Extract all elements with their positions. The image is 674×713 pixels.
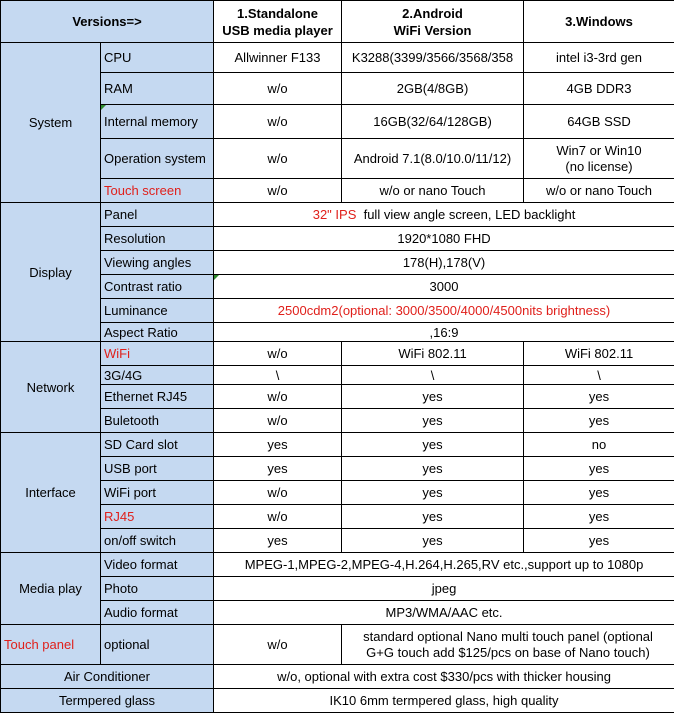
table-row	[1, 251, 674, 275]
table-row	[1, 577, 674, 601]
cell-luminance: 2500cdm2(optional: 3000/3500/4000/4500nits brightness)	[214, 299, 674, 323]
cell-touch-v1: w/o	[214, 179, 342, 203]
panel-desc: full view angle screen, LED backlight	[356, 207, 575, 222]
cell-sd-v1: yes	[214, 433, 342, 457]
version-2-subtitle: WiFi Version	[342, 22, 523, 39]
table-row	[1, 505, 674, 529]
row-label-sd-card: SD Card slot	[101, 433, 214, 457]
table-row	[1, 275, 674, 299]
group-interface: Interface	[1, 433, 101, 553]
table-row	[1, 529, 674, 553]
table-row	[1, 179, 674, 203]
cell-aspect: ,16:9	[214, 323, 674, 342]
row-label-viewing-angles: Viewing angles	[101, 251, 214, 275]
cell-onoff-v2: yes	[342, 529, 524, 553]
cell-3g4g-v3: \	[524, 366, 674, 385]
group-touch-panel: Touch panel	[1, 625, 101, 665]
version-3-header: 3.Windows	[524, 1, 674, 43]
cell-cpu-v3: intel i3-3rd gen	[524, 43, 674, 73]
cell-sd-v2: yes	[342, 433, 524, 457]
cell-internal-v1: w/o	[214, 105, 342, 139]
touchpanel-line1: standard optional Nano multi touch panel (optional	[342, 629, 674, 645]
row-label-luminance: Luminance	[101, 299, 214, 323]
table-row	[1, 299, 674, 323]
row-label-rj45: RJ45	[101, 505, 214, 529]
cell-bluetooth-v2: yes	[342, 409, 524, 433]
panel-size: 32" IPS	[313, 207, 357, 222]
cell-rj45-v1: w/o	[214, 505, 342, 529]
cell-wifiport-v2: yes	[342, 481, 524, 505]
cell-tempered-glass: IK10 6mm termpered glass, high quality	[214, 689, 674, 713]
cell-video-format: MPEG-1,MPEG-2,MPEG-4,H.264,H.265,RV etc.,support up to 1080p	[214, 553, 674, 577]
row-label-ethernet: Ethernet RJ45	[101, 385, 214, 409]
row-label-touch-screen: Touch screen	[101, 179, 214, 203]
cell-bluetooth-v3: yes	[524, 409, 674, 433]
cell-wifi-v3: WiFi 802.11	[524, 342, 674, 366]
cell-wifiport-v3: yes	[524, 481, 674, 505]
cell-os-v1: w/o	[214, 139, 342, 179]
table-row	[1, 433, 674, 457]
cell-cpu-v2: K3288(3399/3566/3568/358	[342, 43, 524, 73]
row-label-cpu: CPU	[101, 43, 214, 73]
cell-photo: jpeg	[214, 577, 674, 601]
row-label-aspect: Aspect Ratio	[101, 323, 214, 342]
table-row	[1, 689, 674, 713]
cell-os-v2: Android 7.1(8.0/10.0/11/12)	[342, 139, 524, 179]
cell-touchpanel-v1: w/o	[214, 625, 342, 665]
cell-wifi-v1: w/o	[214, 342, 342, 366]
cell-os-v3-line2: (no license)	[524, 159, 674, 175]
table-row	[1, 323, 674, 342]
cell-cpu-v1: Allwinner F133	[214, 43, 342, 73]
cell-internal-v3: 64GB SSD	[524, 105, 674, 139]
cell-resolution: 1920*1080 FHD	[214, 227, 674, 251]
table-row	[1, 481, 674, 505]
header-row	[1, 1, 674, 43]
row-label-audio-format: Audio format	[101, 601, 214, 625]
table-row	[1, 43, 674, 73]
versions-header: Versions=>	[1, 1, 214, 43]
version-2-header	[342, 1, 524, 43]
cell-wifi-v2: WiFi 802.11	[342, 342, 524, 366]
row-label-contrast: Contrast ratio	[101, 275, 214, 299]
table-row	[1, 342, 674, 366]
group-display: Display	[1, 203, 101, 342]
cell-bluetooth-v1: w/o	[214, 409, 342, 433]
cell-ram-v3: 4GB DDR3	[524, 73, 674, 105]
table-row	[1, 457, 674, 481]
row-label-wifi-port: WiFi port	[101, 481, 214, 505]
cell-os-v3	[524, 139, 674, 179]
table-row	[1, 409, 674, 433]
row-label-os: Operation system	[101, 139, 214, 179]
cell-audio-format: MP3/WMA/AAC etc.	[214, 601, 674, 625]
cell-touch-v2: w/o or nano Touch	[342, 179, 524, 203]
table-row	[1, 139, 674, 179]
cell-onoff-v3: yes	[524, 529, 674, 553]
row-label-optional: optional	[101, 625, 214, 665]
table-row	[1, 385, 674, 409]
cell-ram-v1: w/o	[214, 73, 342, 105]
row-label-photo: Photo	[101, 577, 214, 601]
group-media-play: Media play	[1, 553, 101, 625]
cell-air-conditioner: w/o, optional with extra cost $330/pcs with thicker housing	[214, 665, 674, 689]
version-1-subtitle: USB media player	[214, 22, 341, 39]
table-row	[1, 601, 674, 625]
cell-os-v3-line1: Win7 or Win10	[524, 143, 674, 159]
table-row	[1, 553, 674, 577]
cell-usb-v1: yes	[214, 457, 342, 481]
table-row	[1, 105, 674, 139]
touchpanel-line2: G+G touch add $125/pcs on base of Nano touch)	[342, 645, 674, 661]
table-row	[1, 665, 674, 689]
cell-onoff-v1: yes	[214, 529, 342, 553]
cell-ethernet-v1: w/o	[214, 385, 342, 409]
cell-rj45-v3: yes	[524, 505, 674, 529]
row-label-air-conditioner: Air Conditioner	[1, 665, 214, 689]
cell-viewing-angles: 178(H),178(V)	[214, 251, 674, 275]
cell-touchpanel-v23	[342, 625, 674, 665]
cell-contrast: 3000	[214, 275, 674, 299]
cell-ethernet-v2: yes	[342, 385, 524, 409]
cell-wifiport-v1: w/o	[214, 481, 342, 505]
row-label-video-format: Video format	[101, 553, 214, 577]
group-network: Network	[1, 342, 101, 433]
cell-rj45-v2: yes	[342, 505, 524, 529]
cell-3g4g-v2: \	[342, 366, 524, 385]
row-label-bluetooth: Buletooth	[101, 409, 214, 433]
row-label-ram: RAM	[101, 73, 214, 105]
row-label-resolution: Resolution	[101, 227, 214, 251]
row-label-wifi: WiFi	[101, 342, 214, 366]
row-label-tempered-glass: Termpered glass	[1, 689, 214, 713]
cell-ram-v2: 2GB(4/8GB)	[342, 73, 524, 105]
version-1-title: 1.Standalone	[214, 5, 341, 22]
group-system: System	[1, 43, 101, 203]
table-row	[1, 625, 674, 665]
cell-3g4g-v1: \	[214, 366, 342, 385]
version-1-header	[214, 1, 342, 43]
cell-usb-v3: yes	[524, 457, 674, 481]
row-label-onoff-switch: on/off switch	[101, 529, 214, 553]
cell-ethernet-v3: yes	[524, 385, 674, 409]
row-label-panel: Panel	[101, 203, 214, 227]
cell-internal-v2: 16GB(32/64/128GB)	[342, 105, 524, 139]
row-label-internal-memory: Internal memory	[101, 105, 214, 139]
table-row	[1, 366, 674, 385]
cell-touch-v3: w/o or nano Touch	[524, 179, 674, 203]
cell-usb-v2: yes	[342, 457, 524, 481]
table-row	[1, 73, 674, 105]
cell-panel	[214, 203, 674, 227]
table-row	[1, 227, 674, 251]
table-row	[1, 203, 674, 227]
row-label-3g4g: 3G/4G	[101, 366, 214, 385]
cell-sd-v3: no	[524, 433, 674, 457]
version-2-title: 2.Android	[342, 5, 523, 22]
row-label-usb-port: USB port	[101, 457, 214, 481]
